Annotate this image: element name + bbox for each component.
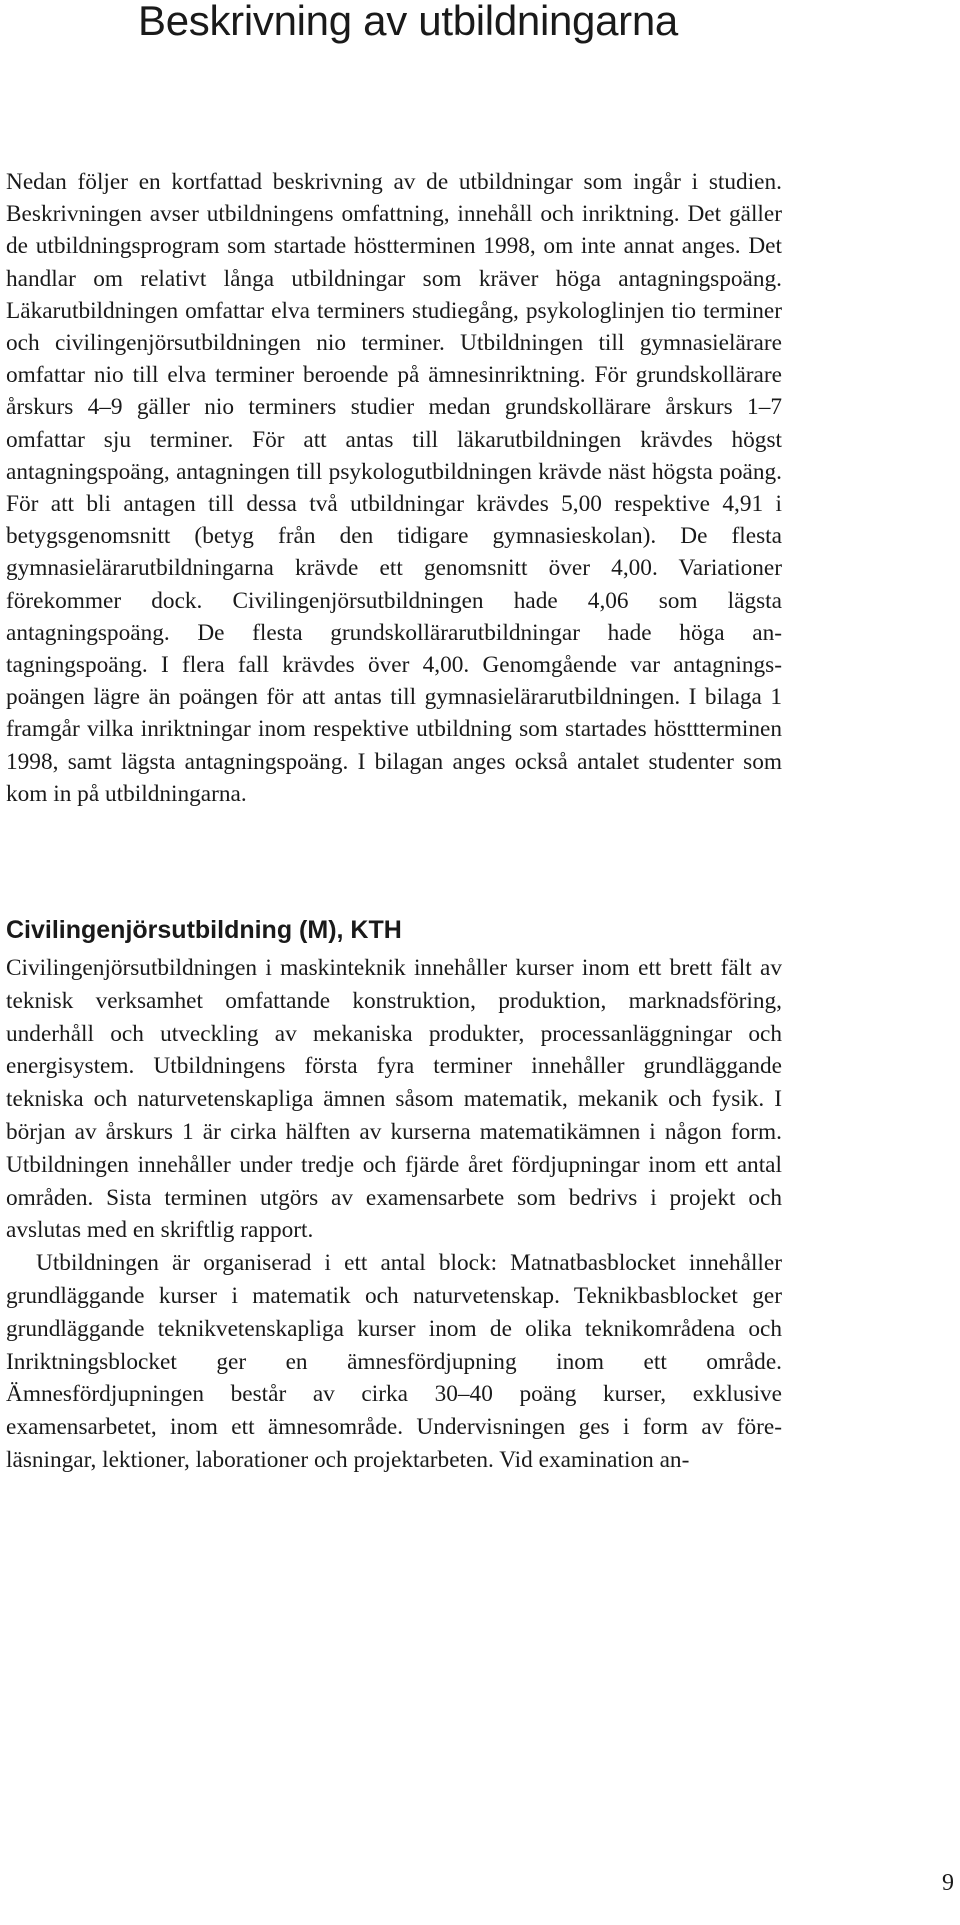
section-paragraph-2: Utbildningen är organiserad i ett antal block: Matnatbasblocket innehåller grundläggande kurser i matematik och naturvetenskap. Teknikbasblocket ger grundläggande teknikvetenskapliga kurser inom de olika teknikområdena och Inriktningsblocket ger en ämnesfördjupning inom ett område. Ämnesfördjupningen består av cirka 30–40 poäng kurser, exklusive examensarbetet, inom ett ämnesområde. Undervisningen ges i form av föreläsningar, lektioner, laborationer och projektarbeten. Vid examination an- (6, 1250, 782, 1473)
page-title: Beskrivning av utbildningarna (138, 0, 678, 44)
section-heading: Civilingenjörsutbildning (M), KTH (6, 916, 402, 944)
section-paragraph-1: Civilingenjörsutbildningen i maskinteknik innehåller kurser inom ett brett fält av teknisk verksamhet omfattande konstruktion, produktion, marknadsföring, underhåll och utveckling av mekaniska produkter, processanläggningar och energisystem. Utbildningens första fyra terminer innehåller grundläggande tekniska och naturvetenskapliga ämnen såsom matematik, mekanik och fysik. I början av årskurs 1 är cirka hälften av kurserna matematikämnen i någon form. Utbildningen innehåller under tredje och fjärde året fördjupningar inom ett antal områden. Sista terminen utgörs av examensarbete som bedrivs i projekt och avslutas med en skriftlig rapport. (6, 955, 782, 1244)
intro-paragraph: Nedan följer en kortfattad beskrivning av de utbildningar som ingår i studien. Beskrivningen avser utbildningens omfattning, innehåll och inriktning. Det gäller de utbildningsprogram som startade höstterminen 1998, om inte annat anges. Det handlar om relativt långa utbildningar som kräver höga antagningspoäng. Läkarutbildningen omfattar elva terminers studiegång, psykologlinjen tio terminer och civilingenjörsutbildningen nio terminer. Utbildningen till gymnasielärare omfattar nio till elva terminer beroende på ämnesinriktning. För grundskollärare årskurs 4–9 gäller nio terminers studier medan grundskollärare årskurs 1–7 omfattar sju terminer. För att antas till läkarutbildningen krävdes högst antagningspoäng, antagningen till psykologutbildningen krävde näst högsta poäng. För att bli antagen till dessa två utbildningar krävdes 5,00 respektive 4,91 i betygsgenomsnitt (betyg från den tidigare gymnasieskolan). De flesta gymnasielärarutbildningarna krävde ett genomsnitt över 4,00. Variationer förekommer dock. Civilingenjörsutbildningen hade 4,06 som lägsta antagningspoäng. De flesta grundskollärarutbildningar hade höga antagningspoäng. I flera fall krävdes över 4,00. Genomgående var antagningspoängen lägre än poängen för att antas till gymnasielärarutbildningen. I bilaga 1 framgår vilka inriktningar inom respektive utbildning som startades hösttterminen 1998, samt lägsta antagningspoäng. I bilagan anges också antalet studenter som kom in på utbildningarna. (6, 169, 782, 807)
section-body (6, 952, 782, 1477)
page-number: 9 (942, 1870, 954, 1896)
